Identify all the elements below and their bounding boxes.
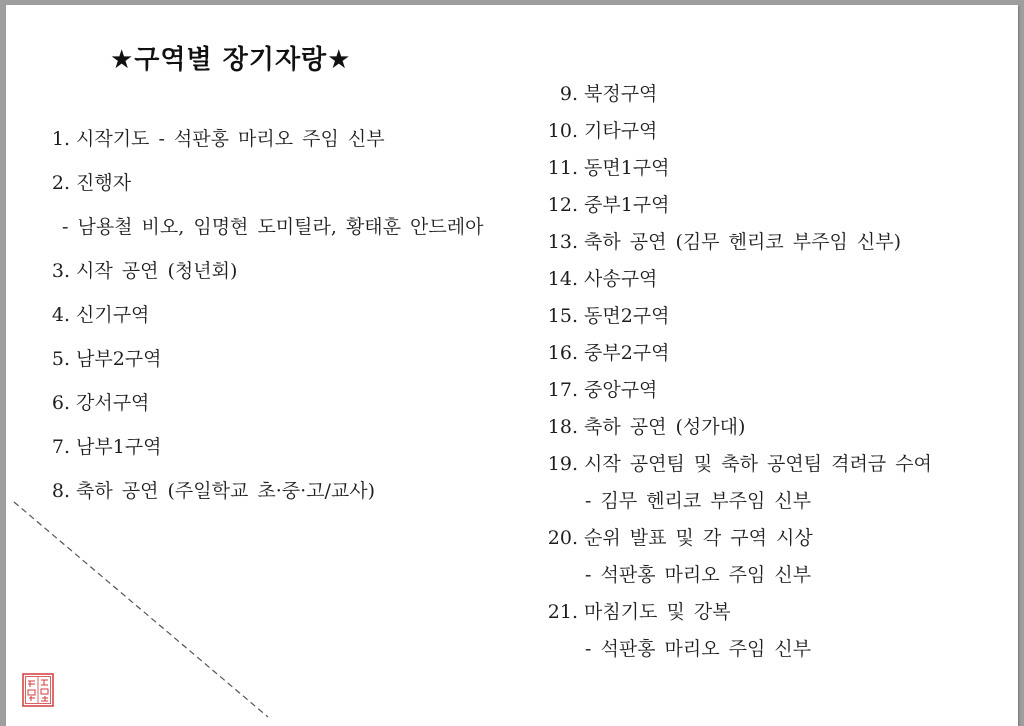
list-item-subline [585, 489, 811, 513]
item-text: 북정구역 [584, 83, 658, 105]
item-text: 시작기도 - 석판홍 마리오 주임 신부 [76, 128, 385, 150]
list-item-subline [585, 563, 811, 587]
item-number: 21. [547, 601, 578, 623]
list-item [526, 230, 901, 254]
item-text: 시작 공연 (청년회) [76, 260, 238, 282]
item-text: 동면2구역 [584, 305, 670, 327]
item-text: 시작 공연팀 및 축하 공연팀 격려금 수여 [584, 453, 932, 475]
item-text: 순위 발표 및 각 구역 시상 [584, 527, 813, 549]
item-number: 13. [547, 231, 578, 253]
item-text: 마침기도 및 강복 [584, 601, 731, 623]
page-title: ★구역별 장기자랑★ [110, 45, 352, 75]
list-item [526, 82, 657, 106]
item-number: 10. [547, 120, 578, 142]
item-text: 축하 공연 (김무 헨리코 부주임 신부) [584, 231, 901, 253]
item-text: 남부2구역 [76, 348, 162, 370]
item-number: 20. [547, 527, 578, 549]
item-text: 중앙구역 [584, 379, 658, 401]
item-text: 기타구역 [584, 120, 658, 142]
dashed-fold-line [6, 5, 306, 726]
item-number: 11. [547, 157, 578, 179]
seal-stamp-icon [22, 673, 54, 707]
list-item [526, 526, 813, 550]
item-text: 동면1구역 [584, 157, 670, 179]
item-number: 12. [547, 194, 578, 216]
list-item [526, 341, 670, 365]
list-item [526, 378, 657, 402]
item-number: 4. [51, 304, 70, 326]
item-text: 축하 공연 (성가대) [584, 416, 746, 438]
item-number: 7. [51, 436, 70, 458]
item-text: 사송구역 [584, 268, 658, 290]
document-page [6, 5, 1018, 726]
item-number: 1. [51, 128, 70, 150]
list-item [526, 267, 657, 291]
item-text: 강서구역 [76, 392, 150, 414]
item-number: 14. [547, 268, 578, 290]
item-text: - 석판홍 마리오 주임 신부 [585, 564, 812, 586]
item-number: 2. [51, 172, 70, 194]
item-number: 16. [547, 342, 578, 364]
list-item [526, 600, 731, 624]
item-number: 15. [547, 305, 578, 327]
item-number: 9. [559, 83, 578, 105]
item-text: 진행자 [76, 172, 132, 194]
item-text: - 김무 헨리코 부주임 신부 [585, 490, 812, 512]
item-number: 17. [547, 379, 578, 401]
item-text: 중부1구역 [584, 194, 670, 216]
list-item [526, 193, 670, 217]
list-item-subline [585, 637, 811, 661]
item-text: 축하 공연 (주일학교 초·중·고/교사) [76, 480, 376, 502]
item-number: 8. [51, 480, 70, 502]
item-number: 6. [51, 392, 70, 414]
list-item [526, 304, 670, 328]
item-number: 19. [547, 453, 578, 475]
list-item [526, 119, 657, 143]
item-text: - 석판홍 마리오 주임 신부 [585, 638, 812, 660]
item-number: 5. [51, 348, 70, 370]
item-text: - 남용철 비오, 임명현 도미틸라, 황태훈 안드레아 [62, 216, 484, 238]
item-text: 신기구역 [76, 304, 150, 326]
list-item [526, 415, 745, 439]
list-item [526, 452, 932, 476]
item-text: 중부2구역 [584, 342, 670, 364]
item-number: 18. [547, 416, 578, 438]
item-number: 3. [51, 260, 70, 282]
list-item [526, 156, 670, 180]
item-text: 남부1구역 [76, 436, 162, 458]
